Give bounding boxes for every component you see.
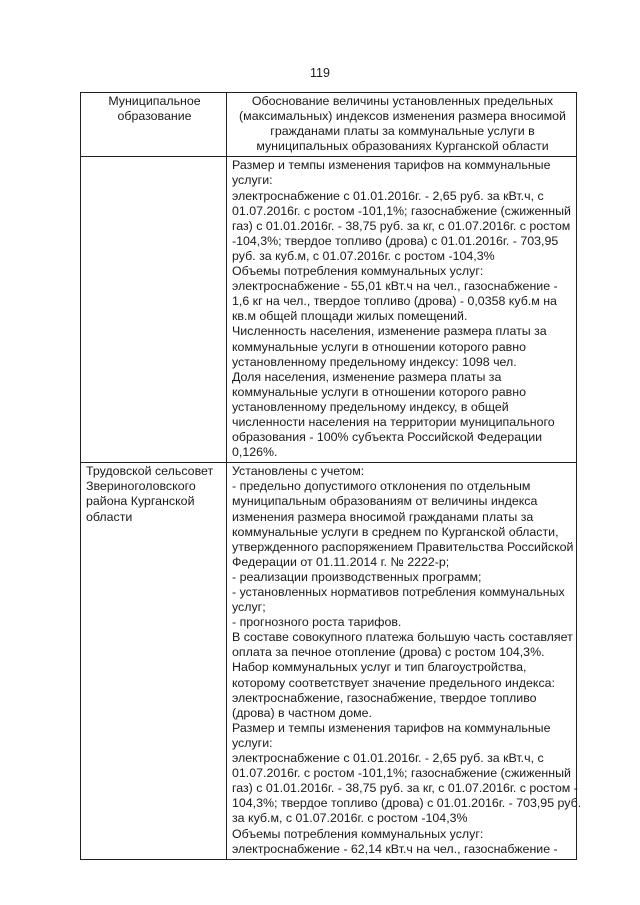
justification-cell bbox=[227, 157, 577, 463]
text-line: услуги: bbox=[232, 735, 273, 750]
text-line: Размер и темпы изменения тарифов на коммунальные bbox=[232, 158, 551, 173]
text-line: Набор коммунальных услуг и тип благоустройства, bbox=[232, 660, 527, 675]
text-line: кв.м общей площади жилых помещений. bbox=[232, 309, 468, 324]
tariff-justification-table bbox=[80, 92, 582, 860]
municipality-cell bbox=[81, 157, 227, 463]
text-line: -104,3%; твердое топливо (дрова) с 01.01.2016г. - 703,95 bbox=[232, 233, 559, 248]
header-line: Муниципальное bbox=[108, 94, 201, 108]
text-line: Федерации от 01.11.2014 г. № 2222-р; bbox=[232, 554, 450, 569]
text-line: установленному предельному индексу, в общей bbox=[232, 399, 509, 414]
text-line: - предельно допустимого отклонения по отдельным bbox=[232, 479, 531, 494]
header-line: (максимальных) индексов изменения размера вносимой bbox=[239, 109, 566, 124]
text-line: электроснабжение - 62,14 кВт.ч на чел., газоснабжение - bbox=[232, 841, 558, 856]
text-line: которому соответствует значение предельного индекса: bbox=[232, 675, 555, 690]
text-line: коммунальные услуги в отношении которого равно bbox=[232, 339, 526, 354]
text-line: муниципальным образованиям от величины индекса bbox=[232, 494, 538, 509]
header-line: Обоснование величины установленных предельных bbox=[251, 94, 554, 108]
municipality-line: района Курганской bbox=[86, 494, 195, 509]
municipality-line: Звериноголовского bbox=[86, 479, 196, 494]
header-justification bbox=[227, 93, 577, 157]
text-line: услуги: bbox=[232, 173, 273, 188]
text-line: 0,126%. bbox=[232, 445, 278, 460]
text-line: - установленных нормативов потребления коммунальных bbox=[232, 585, 565, 599]
text-line: услуг; bbox=[232, 600, 266, 615]
text-line: установленному предельному индексу: 1098 чел. bbox=[232, 354, 517, 369]
text-line: (дрова) в частном доме. bbox=[232, 705, 372, 720]
table-row bbox=[81, 463, 577, 859]
municipality-line: Трудовской сельсовет bbox=[86, 464, 214, 479]
text-line: - прогнозного роста тарифов. bbox=[232, 615, 402, 630]
text-line: 01.07.2016г. с ростом -101,1%; газоснабжение (сжиженный bbox=[232, 203, 571, 218]
text-line: Установлены с учетом: bbox=[232, 464, 365, 479]
text-line: коммунальные услуги в среднем по Курганской области, bbox=[232, 524, 559, 539]
text-line: оплата за печное отопление (дрова) с ростом 104,3%. bbox=[232, 645, 545, 660]
text-line: 01.07.2016г. с ростом -101,1%; газоснабжение (сжиженный bbox=[232, 766, 571, 781]
text-line: Доля населения, изменение размера платы за bbox=[232, 369, 502, 384]
page-number: 119 bbox=[310, 66, 330, 80]
text-line: 1,6 кг на чел., твердое топливо (дрова) - 0,0358 куб.м на bbox=[232, 294, 557, 309]
municipality-line: области bbox=[86, 509, 133, 524]
text-line: Объемы потребления коммунальных услуг: bbox=[232, 826, 484, 841]
text-line: Объемы потребления коммунальных услуг: bbox=[232, 264, 484, 279]
text-line: электроснабжение, газоснабжение, твердое топливо bbox=[232, 690, 537, 705]
text-line: Численность населения, изменение размера платы за bbox=[232, 324, 547, 339]
text-line: электроснабжение с 01.01.2016г. - 2,65 руб. за кВт.ч, с bbox=[232, 188, 544, 203]
header-line: муниципальных образованиях Курганской области bbox=[256, 139, 549, 154]
header-municipality bbox=[81, 93, 227, 157]
text-line: электроснабжение - 55,01 кВт.ч на чел., газоснабжение - bbox=[232, 279, 558, 294]
text-line: руб. за куб.м, с 01.07.2016г. с ростом -104,3% bbox=[232, 248, 495, 263]
text-line: газ) с 01.01.2016г. - 38,75 руб. за кг, с 01.07.2016г. с ростом bbox=[232, 218, 571, 233]
justification-cell bbox=[227, 463, 582, 859]
text-line: 104,3%; твердое топливо (дрова) с 01.01.2016г. - 703,95 руб. bbox=[232, 796, 582, 811]
table-header-row bbox=[81, 93, 577, 157]
text-line: за куб.м, с 01.07.2016г. с ростом -104,3% bbox=[232, 811, 468, 826]
text-line: коммунальные услуги в отношении которого равно bbox=[232, 384, 526, 399]
text-line: В составе совокупного платежа большую часть составляет bbox=[232, 630, 573, 645]
text-line: электроснабжение с 01.01.2016г. - 2,65 руб. за кВт.ч, с bbox=[232, 751, 544, 766]
text-line: изменения размера вносимой гражданами платы за bbox=[232, 509, 534, 524]
table-row bbox=[81, 157, 577, 463]
text-line: - реализации производственных программ; bbox=[232, 569, 482, 584]
text-line: образования - 100% субъекта Российской Федерации bbox=[232, 430, 543, 445]
text-line: численности населения на территории муниципального bbox=[232, 414, 555, 429]
text-line: Размер и темпы изменения тарифов на коммунальные bbox=[232, 720, 551, 735]
header-line: образование bbox=[117, 109, 192, 124]
municipality-cell bbox=[81, 463, 227, 859]
header-line: гражданами платы за коммунальные услуги в bbox=[270, 124, 535, 139]
text-line: газ) с 01.01.2016г. - 38,75 руб. за кг, с 01.07.2016г. с ростом - bbox=[232, 781, 578, 796]
text-line: утвержденного распоряжением Правительства Российской bbox=[232, 539, 574, 554]
